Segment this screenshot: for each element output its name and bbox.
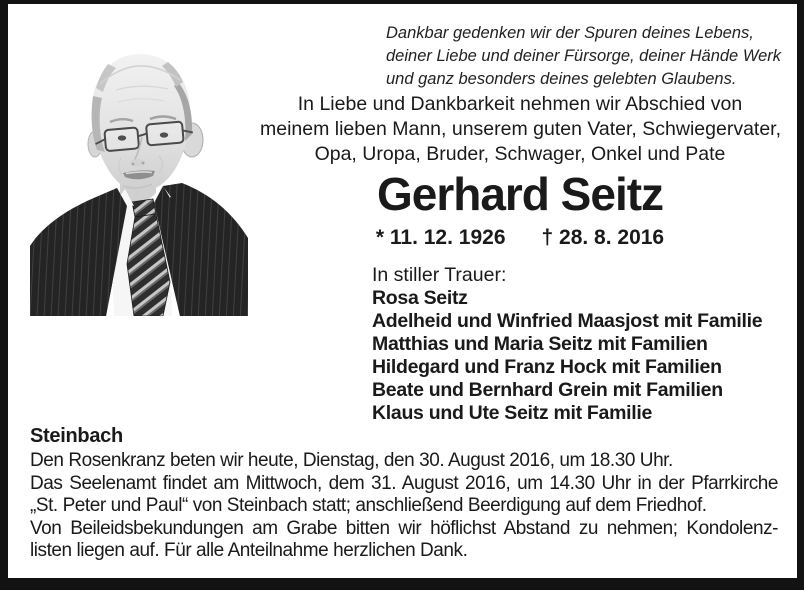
mourner-name: Matthias und Maria Seitz mit Familien — [372, 333, 708, 355]
life-dates — [260, 226, 780, 250]
funeral-info-line: Das Seelenamt findet am Mittwoch, dem 31. August 2016, um 14.30 Uhr in der Pfarrkirche — [30, 472, 778, 494]
mourning-heading: In stiller Trauer: — [372, 264, 507, 286]
mourner-name: Klaus und Ute Seitz mit Familie — [372, 402, 653, 424]
mourner-name: Adelheid und Winfried Maasjost mit Familie — [372, 310, 763, 332]
death-date: † 28. 8. 2016 — [541, 226, 665, 249]
farewell-intro — [260, 92, 780, 167]
deceased-name: Gerhard Seitz — [376, 168, 664, 220]
portrait-photo — [30, 40, 248, 316]
farewell-intro-line: In Liebe und Dankbarkeit nehmen wir Abschied von — [297, 93, 743, 115]
memorial-quote — [386, 22, 781, 91]
mourner-name: Hildegard und Franz Hock mit Familien — [372, 356, 722, 378]
portrait-photo-graphic — [30, 40, 248, 316]
funeral-info-line: Den Rosenkranz beten wir heute, Dienstag, den 30. August 2016, um 18.30 Uhr. — [30, 450, 673, 471]
funeral-info — [30, 450, 778, 563]
place-name: Steinbach — [30, 425, 123, 447]
mourning-list — [372, 264, 762, 425]
mourner-name: Rosa Seitz — [372, 287, 468, 309]
farewell-intro-line: meinem lieben Mann, unserem guten Vater, Schwiegervater, — [260, 118, 782, 140]
birth-date: * 11. 12. 1926 — [375, 226, 506, 249]
funeral-info-line: Von Beileidsbekundungen am Grabe bitten wir höflichst Abstand zu nehmen; Kondolenz- — [30, 517, 778, 539]
farewell-intro-line: Opa, Uropa, Bruder, Schwager, Onkel und Pate — [314, 143, 726, 165]
mourner-name: Beate und Bernhard Grein mit Familien — [372, 379, 723, 401]
funeral-info-line: „St. Peter und Paul“ von Steinbach statt; anschließend Beerdigung auf dem Friedhof. — [30, 495, 707, 517]
memorial-quote-line: Dankbar gedenken wir der Spuren deines Lebens, — [386, 24, 754, 42]
memorial-quote-line: und ganz besonders deines gelebten Glaubens. — [386, 70, 737, 88]
funeral-info-line: listen liegen auf. Für alle Anteilnahme herzlichen Dank. — [30, 540, 468, 562]
memorial-quote-line: deiner Liebe und deiner Fürsorge, deiner Hände Werk — [386, 47, 782, 65]
